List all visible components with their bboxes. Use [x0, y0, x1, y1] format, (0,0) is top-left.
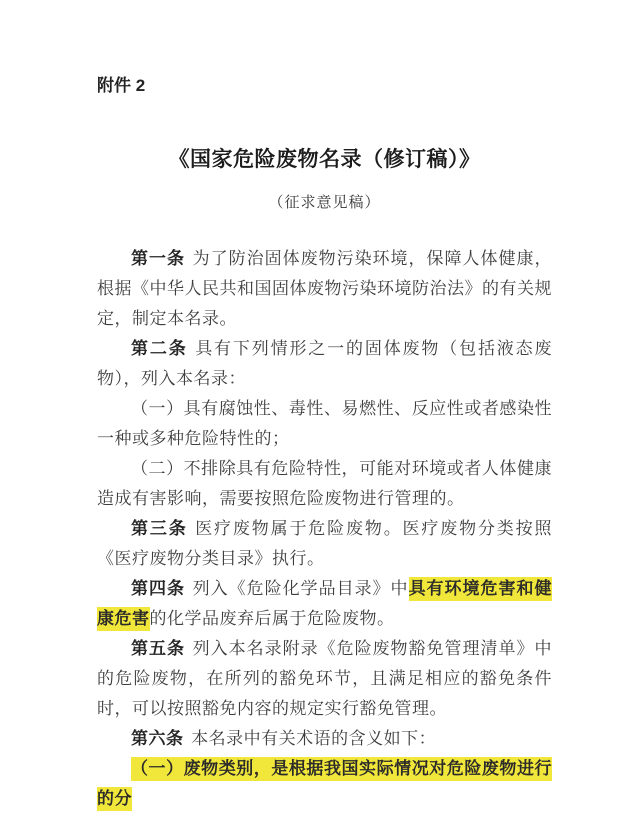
article-6-paragraph — [97, 724, 552, 754]
article-1-text: 为了防治固体废物污染环境，保障人体健康，根据《中华人民共和国固体废物污染环境防治法》的有关规定，制定本名录。 — [97, 249, 553, 329]
article-2-paragraph — [97, 334, 552, 394]
article-4-text-before: 列入《危险化学品目录》中 — [192, 579, 409, 599]
article-3-number: 第三条 — [131, 519, 188, 538]
article-2-number: 第二条 — [131, 339, 188, 358]
article-2-clause-2 — [97, 454, 552, 514]
article-4-text-after: 的化学品废弃后属于危险废物。 — [149, 609, 395, 629]
article-6-clause-1-highlight-text: （一）废物类别，是根据我国实际情况对危险废物进行的分 — [97, 759, 552, 809]
document-subtitle: （征求意见稿） — [268, 193, 381, 211]
article-3-paragraph — [97, 514, 552, 574]
article-3-text: 医疗废物属于危险废物。医疗废物分类按照《医疗废物分类目录》执行。 — [97, 519, 553, 569]
article-4-number: 第四条 — [131, 579, 185, 598]
article-5-paragraph — [97, 634, 552, 724]
article-2-clause-1-text: （一）具有腐蚀性、毒性、易燃性、反应性或者感染性一种或多种危险特性的； — [97, 399, 552, 449]
document-title: 《国家危险废物名录（修订稿）》 — [168, 148, 481, 171]
attachment-label: 附件 2 — [97, 76, 146, 95]
article-5-number: 第五条 — [131, 639, 185, 658]
article-2-clause-2-text: （二）不排除具有危险特性，可能对环境或者人体健康造成有害影响，需要按照危险废物进行管理的。 — [97, 459, 552, 509]
article-1-number: 第一条 — [131, 249, 185, 268]
article-6-text: 本名录中有关术语的含义如下： — [191, 729, 437, 749]
article-6-clause-1 — [97, 754, 552, 814]
document-body — [97, 244, 552, 814]
article-2-clause-1 — [97, 394, 552, 454]
article-5-text: 列入本名录附录《危险废物豁免管理清单》中的危险废物，在所列的豁免环节，且满足相应的豁免条件时，可以按照豁免内容的规定实行豁免管理。 — [97, 639, 553, 719]
article-6-number: 第六条 — [131, 729, 184, 748]
article-1-paragraph — [97, 244, 552, 334]
article-4-highlight-text: 具有环境危害和健康危害 — [97, 579, 553, 629]
article-4-paragraph — [97, 574, 552, 634]
article-2-text: 具有下列情形之一的固体废物（包括液态废物），列入本名录： — [97, 339, 553, 389]
